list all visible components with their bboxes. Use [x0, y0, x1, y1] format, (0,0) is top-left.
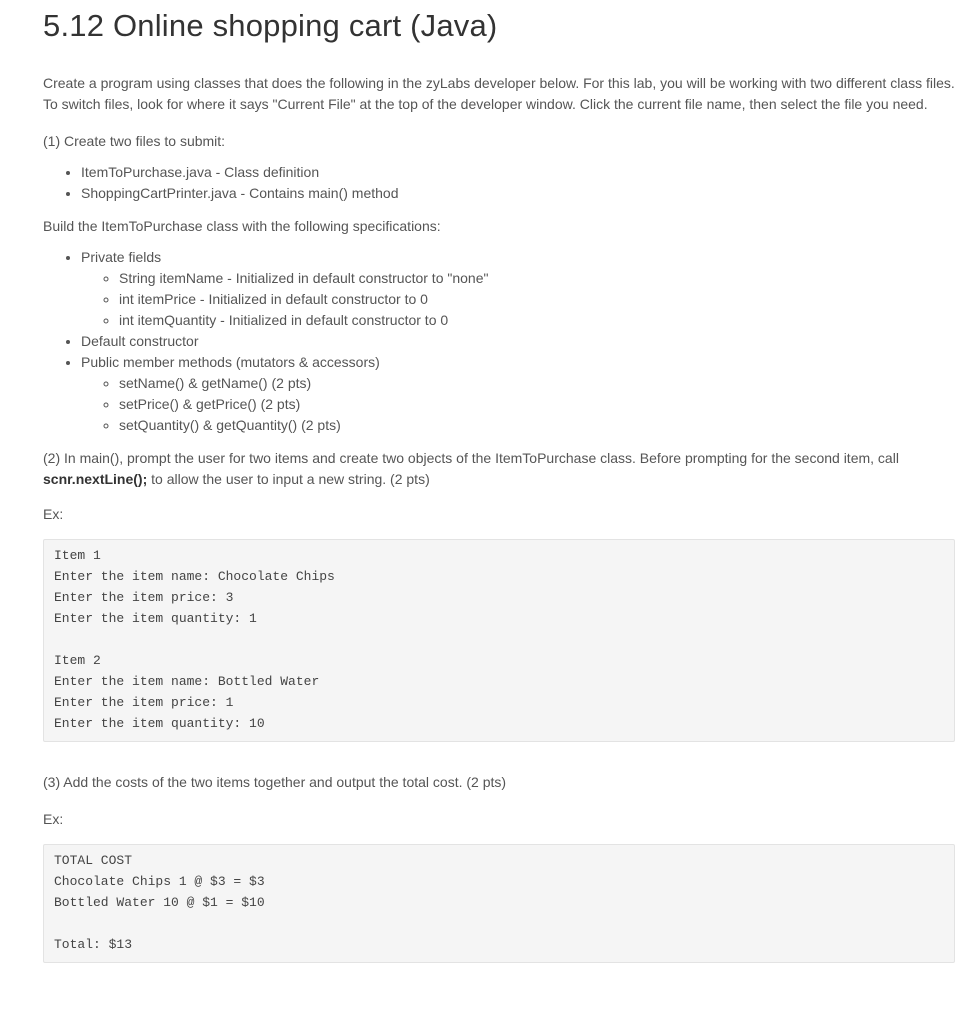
step2-text-after: to allow the user to input a new string. (2 pts) [147, 471, 430, 487]
list-item: ◦ setPrice() & getPrice() (2 pts) [119, 394, 955, 415]
example-label: Ex: [43, 811, 64, 827]
step2-paragraph [43, 448, 955, 490]
code-line: Enter the item quantity: 10 [54, 716, 265, 731]
private-fields-list [81, 268, 955, 331]
list-item: • ItemToPurchase.java - Class definition [81, 162, 955, 183]
code-blank-line [54, 913, 944, 934]
lab-content [43, 0, 955, 963]
build-paragraph: Build the ItemToPurchase class with the following specifications: [43, 218, 441, 234]
example-input-block [43, 539, 955, 742]
code-line: Enter the item name: Bottled Water [54, 674, 320, 689]
code-line: Item 2 [54, 653, 101, 668]
code-blank-line [54, 629, 944, 650]
public-methods-label: Public member methods (mutators & accessors) [81, 354, 380, 370]
step2-text-before: (2) In main(), prompt the user for two items and create two objects of the ItemToPurchase class. Before prompting for the second item, call [43, 450, 899, 466]
code-line: TOTAL COST [54, 853, 133, 868]
example-label: Ex: [43, 506, 64, 522]
step1-heading: (1) Create two files to submit: [43, 133, 226, 149]
step2-code-bold: scnr.nextLine(); [43, 471, 148, 487]
code-line: Bottled Water 10 @ $1 = $10 [54, 895, 265, 910]
code-line: Chocolate Chips 1 @ $3 = $3 [54, 874, 265, 889]
list-item: • Default constructor [81, 331, 955, 352]
intro-paragraph: Create a program using classes that does the following in the zyLabs developer below. For this lab, you will be working with two different class files. To switch files, look for where it says "Current File" at the top of the developer window. Click the current file name, then select the file you need. [43, 75, 955, 112]
example-output-block [43, 844, 955, 963]
list-item: ◦ setQuantity() & getQuantity() (2 pts) [119, 415, 955, 436]
files-list [43, 162, 955, 204]
list-item: ◦ int itemPrice - Initialized in default constructor to 0 [119, 289, 955, 310]
private-fields-label: Private fields [81, 249, 162, 265]
list-item [81, 352, 955, 436]
code-line: Item 1 [54, 548, 101, 563]
public-methods-list [81, 373, 955, 436]
code-line: Enter the item quantity: 1 [54, 611, 257, 626]
list-item: ◦ String itemName - Initialized in default constructor to "none" [119, 268, 955, 289]
step3-paragraph: (3) Add the costs of the two items together and output the total cost. (2 pts) [43, 774, 507, 790]
list-item: • ShoppingCartPrinter.java - Contains main() method [81, 183, 955, 204]
list-item [81, 247, 955, 331]
list-item: ◦ int itemQuantity - Initialized in default constructor to 0 [119, 310, 955, 331]
page-title: 5.12 Online shopping cart (Java) [43, 8, 498, 43]
specs-list [43, 247, 955, 436]
code-line: Enter the item name: Chocolate Chips [54, 569, 335, 584]
list-item: ◦ setName() & getName() (2 pts) [119, 373, 955, 394]
code-line: Enter the item price: 1 [54, 695, 234, 710]
code-line: Total: $13 [54, 937, 133, 952]
code-line: Enter the item price: 3 [54, 590, 234, 605]
